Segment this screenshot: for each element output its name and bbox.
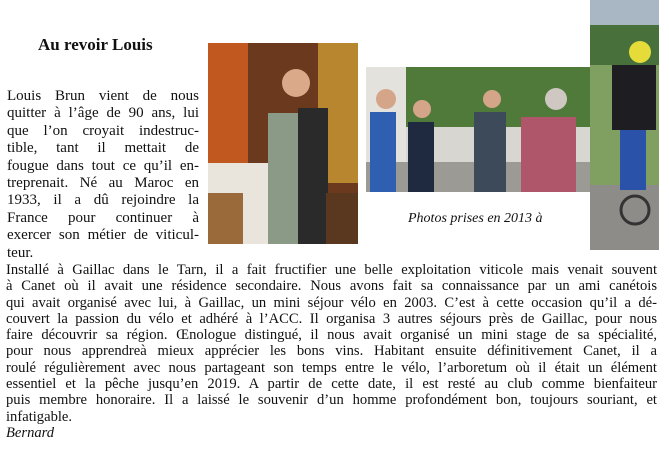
article-title: Au revoir Louis bbox=[38, 35, 153, 54]
photo-group-outdoors bbox=[366, 67, 590, 192]
text-line: que l’on croyait indestruc- bbox=[7, 122, 199, 139]
text-line: couvert la passion du vélo et adhéré à l’ACC. Il organisa 3 autres séjours près de Gaillac, pour nous bbox=[6, 310, 657, 327]
text-line: teur. bbox=[7, 244, 34, 261]
photo-caption: Photos prises en 2013 à bbox=[408, 211, 543, 226]
text-line: Louis Brun vient de nous bbox=[7, 88, 199, 104]
text-line: 1933, il a dû rejoindre la bbox=[7, 192, 199, 209]
text-line: pour nous apprendreà mieux apprécier les bons vins. Habitant ensuite définitivement Canet, il a bbox=[6, 343, 657, 360]
text-line: essentiel et la pêche jusqu’en 2019. A partir de cette date, il est resté au club comme bienfaiteur bbox=[6, 376, 657, 393]
text-line: France pour continuer à bbox=[7, 209, 199, 226]
text-line: quitter à l’âge de 90 ans, lui bbox=[7, 105, 199, 122]
photo-cyclist bbox=[590, 0, 659, 250]
text-line: exercer son métier de viticul- bbox=[7, 227, 199, 244]
main-paragraph bbox=[6, 262, 657, 441]
text-line: roulé régulièrement avec nous partageant son temps entre le vélo, l’arboretum où il était un élément bbox=[6, 359, 657, 376]
text-line: qui avait organisé avec lui, à Gaillac, un mini séjour vélo en 2003. C’est à cette occasion qu’il a dé- bbox=[6, 294, 657, 311]
intro-paragraph bbox=[7, 88, 199, 262]
text-line: infatigable. bbox=[6, 408, 73, 425]
text-line: à Canet où il avait une résidence secondaire. Nous avons fait sa connaissance par un ami canétois bbox=[6, 278, 657, 295]
text-line: tible, tant il mettait de bbox=[7, 140, 199, 157]
text-line: faire découvrir sa région. Œnologue distingué, il nous avait organisé un mini stage de sa spécialité, bbox=[6, 327, 657, 344]
text-line: treprenait. Né au Maroc en bbox=[7, 175, 199, 192]
text-line: fougue dans tout ce qu’il en- bbox=[7, 157, 199, 174]
text-line: Installé à Gaillac dans le Tarn, il a fait fructifier une belle exploitation viticole mais venait souvent bbox=[6, 262, 657, 278]
signature: Bernard bbox=[6, 424, 55, 441]
text-line: puis membre honoraire. Il a laissé le souvenir d’un homme profondément bon, toujours souriant, et bbox=[6, 392, 657, 409]
photo-louis-at-table bbox=[208, 43, 358, 244]
